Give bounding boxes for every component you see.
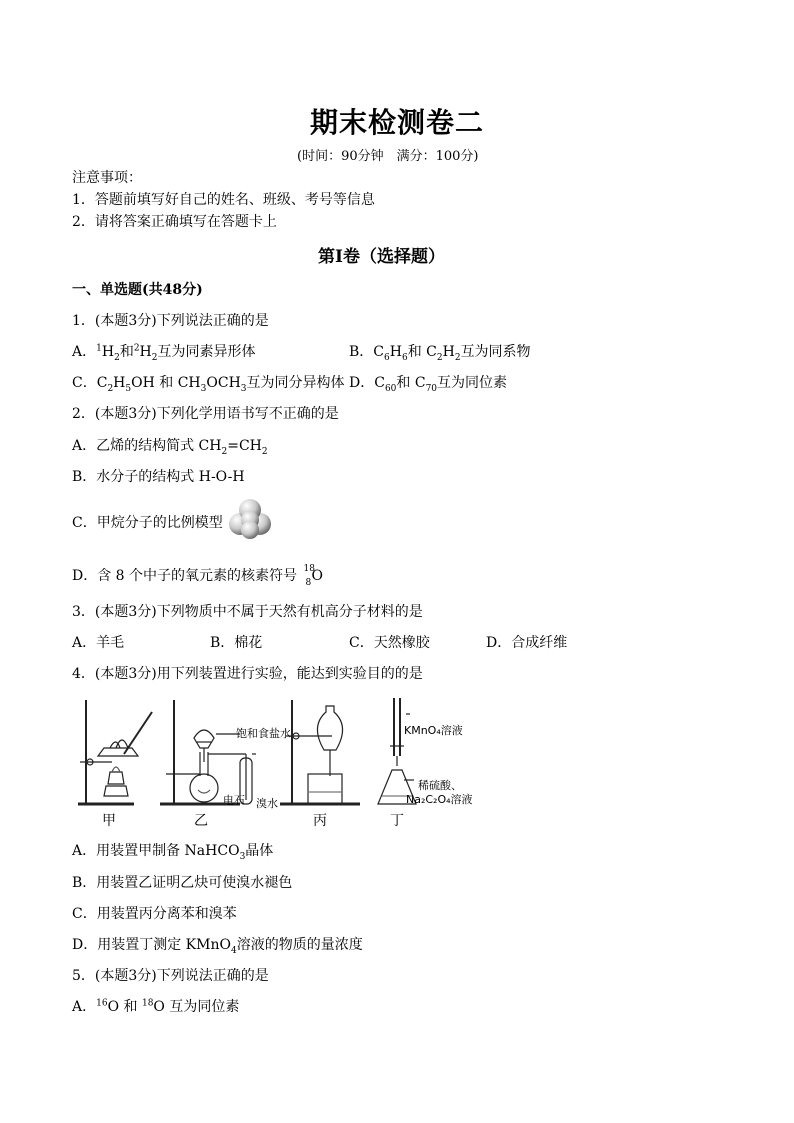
label-oxalate: Na₂C₂O₄溶液 bbox=[406, 793, 473, 806]
apparatus-figure bbox=[70, 692, 490, 828]
notice-item: 2．请将答案正确填写在答题卡上 bbox=[72, 214, 277, 230]
q5-option-a: A．$^{16}$O 和 $^{18}$O 互为同位素 bbox=[72, 998, 240, 1015]
q2-stem: 2．(本题3分)下列化学用语书写不正确的是 bbox=[72, 406, 339, 422]
q5-stem: 5．(本题3分)下列说法正确的是 bbox=[72, 968, 269, 984]
q3-option-a: A．羊毛 bbox=[72, 635, 125, 651]
apparatus-yi bbox=[160, 700, 256, 804]
apparatus-ding bbox=[378, 698, 416, 804]
apparatus-jia bbox=[78, 700, 152, 804]
q2-option-c: C．甲烷分子的比例模型 bbox=[72, 515, 223, 531]
label-brine: 饱和食盐水 bbox=[236, 727, 291, 740]
q1-stem: 1．(本题3分)下列说法正确的是 bbox=[72, 313, 269, 329]
figure-label-bing: 丙 bbox=[313, 813, 327, 829]
q4-stem: 4．(本题3分)用下列装置进行实验，能达到实验目的的是 bbox=[72, 666, 423, 682]
q4-option-c: C．用装置丙分离苯和溴苯 bbox=[72, 906, 237, 922]
exam-meta: (时间：90分钟 满分：100分) bbox=[297, 149, 479, 164]
section-title: 一、单选题(共48分) bbox=[72, 282, 203, 298]
q3-option-d: D．合成纤维 bbox=[486, 635, 568, 651]
q1-option-b: B．$C_6H_6$和 $C_2H_2$互为同系物 bbox=[349, 344, 531, 363]
q3-stem: 3．(本题3分)下列物质中不属于天然有机高分子材料的是 bbox=[72, 604, 423, 620]
q1-option-a: A．$^1H_2$和$^2H_2$互为同素异形体 bbox=[72, 343, 256, 363]
label-carbide: 电石 bbox=[223, 794, 245, 807]
q4-option-a: A．用装置甲制备 NaHCO$_3$晶体 bbox=[72, 843, 274, 862]
q2-option-a: A．乙烯的结构简式 $CH_2=CH_2$ bbox=[72, 438, 268, 457]
figure-label-yi: 乙 bbox=[194, 813, 208, 829]
figure-label-jia: 甲 bbox=[102, 813, 116, 829]
q1-option-c: C．$C_2H_5OH$ 和 $CH_3OCH_3$互为同分异构体 bbox=[72, 375, 345, 394]
q4-option-b: B．用装置乙证明乙炔可使溴水褪色 bbox=[72, 875, 293, 891]
label-bromine-water: 溴水 bbox=[256, 797, 278, 810]
q2-option-b: B．水分子的结构式 H-O-H bbox=[72, 469, 245, 485]
part-title: 第I卷（选择题） bbox=[318, 247, 445, 267]
methane-model-image bbox=[226, 498, 274, 540]
q3-option-b: B．棉花 bbox=[210, 635, 263, 651]
q1-option-d: D．$C_{60}$和 $C_{70}$互为同位素 bbox=[349, 375, 508, 394]
q3-option-c: C．天然橡胶 bbox=[349, 635, 430, 651]
apparatus-bing bbox=[280, 700, 360, 804]
notice-heading: 注意事项： bbox=[72, 170, 142, 186]
label-acid: 稀硫酸、 bbox=[418, 779, 462, 792]
label-kmno4: KMnO₄溶液 bbox=[404, 724, 463, 737]
q4-option-d: D．用装置丁测定 KMnO$_4$溶液的物质的量浓度 bbox=[72, 937, 363, 956]
q2-option-d: D．含 8 个中子的氧元素的核素符号 18 8 O bbox=[72, 564, 323, 588]
page-title: 期末检测卷二 bbox=[310, 106, 485, 139]
notice-item: 1．答题前填写好自己的姓名、班级、考号等信息 bbox=[72, 192, 375, 208]
figure-label-ding: 丁 bbox=[390, 813, 404, 829]
